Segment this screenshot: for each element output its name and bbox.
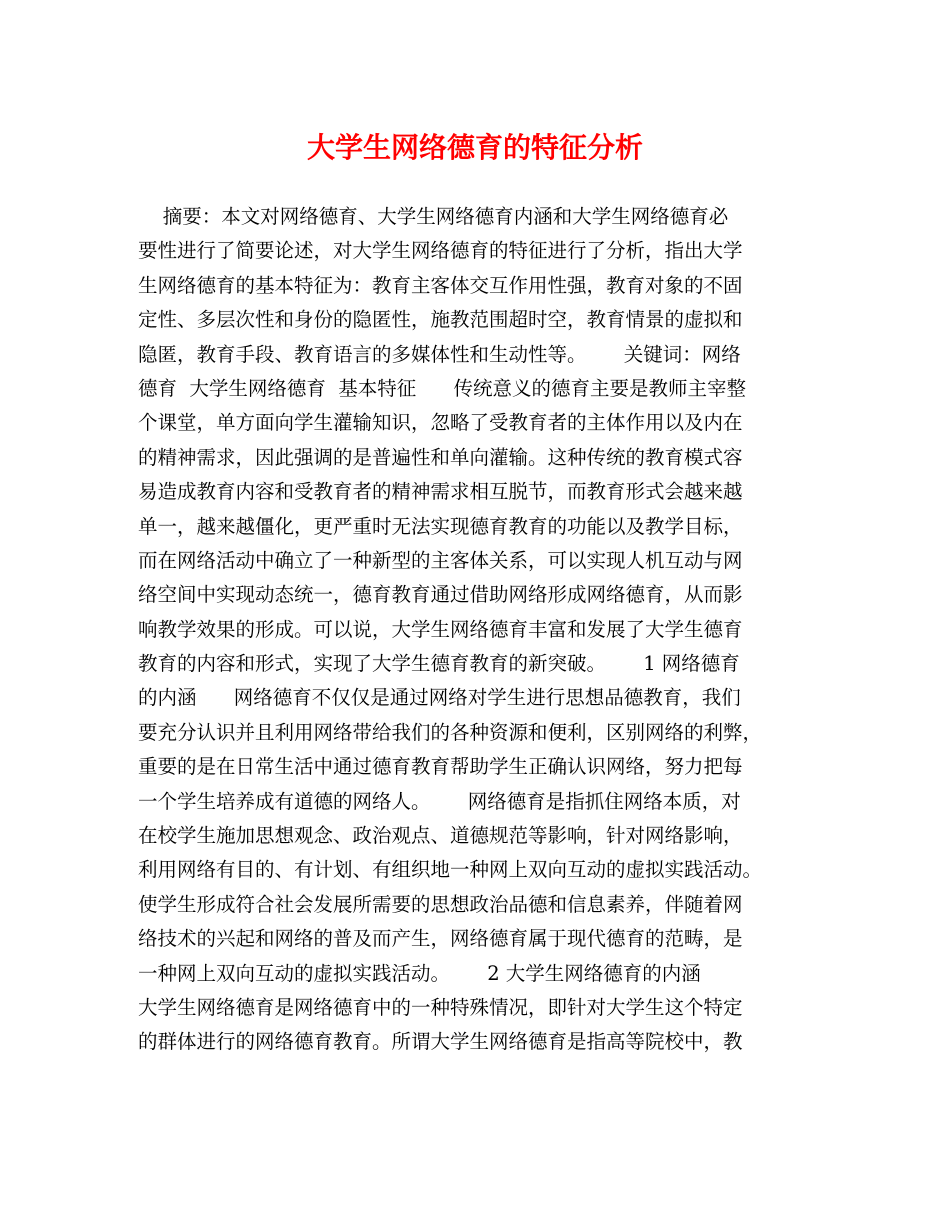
body-text-line: 重要的是在日常生活中通过德育教育帮助学生正确认识网络，努力把每 [138, 755, 743, 779]
document-title: 大学生网络德育的特征分析 [306, 131, 643, 164]
body-text-line: 利用网络有目的、有计划、有组织地一种网上双向互动的虚拟实践活动。 [138, 858, 763, 882]
body-text-line: 生网络德育的基本特征为：教育主客体交互作用性强，教育对象的不固 [138, 273, 743, 297]
body-text-line: 络技术的兴起和网络的普及而产生，网络德育属于现代德育的范畴，是 [138, 927, 743, 951]
body-text-line: 响教学效果的形成。可以说，大学生网络德育丰富和发展了大学生德育 [138, 617, 743, 641]
body-text-line: 的精神需求，因此强调的是普遍性和单向灌输。这种传统的教育模式容 [138, 445, 743, 469]
body-text-line: 络空间中实现动态统一，德育教育通过借助网络形成网络德育，从而影 [138, 583, 743, 607]
body-text-line: 的群体进行的网络德育教育。所谓大学生网络德育是指高等院校中，教 [138, 1030, 743, 1054]
body-text-line: 单一，越来越僵化，更严重时无法实现德育教育的功能以及教学目标， [138, 514, 743, 538]
body-text-line: 在校学生施加思想观念、政治观点、道德规范等影响，针对网络影响， [138, 824, 743, 848]
body-text-line: 的内涵 网络德育不仅仅是通过网络对学生进行思想品德教育，我们 [138, 686, 741, 710]
body-text-line: 教育的内容和形式，实现了大学生德育教育的新突破。 1 网络德育 [138, 652, 740, 676]
body-text-line: 隐匿，教育手段、教育语言的多媒体性和生动性等。 关键词：网络 [138, 342, 741, 366]
body-text-line: 摘要：本文对网络德育、大学生网络德育内涵和大学生网络德育必 [138, 205, 729, 228]
body-text-line: 一个学生培养成有道德的网络人。 网络德育是指抓住网络本质，对 [138, 789, 741, 813]
body-text-line: 而在网络活动中确立了一种新型的主客体关系，可以实现人机互动与网 [138, 548, 743, 572]
body-text-line: 个课堂，单方面向学生灌输知识，忽略了受教育者的主体作用以及内在 [138, 411, 743, 435]
body-text-line: 大学生网络德育是网络德育中的一种特殊情况，即针对大学生这个特定 [138, 995, 743, 1019]
body-text-line: 定性、多层次性和身份的隐匿性，施教范围超时空，教育情景的虚拟和 [138, 308, 743, 332]
body-text-line: 一种网上双向互动的虚拟实践活动。 2 大学生网络德育的内涵 [138, 961, 701, 985]
body-text-line: 要性进行了简要论述，对大学生网络德育的特征进行了分析，指出大学 [138, 239, 743, 263]
body-text-line: 使学生形成符合社会发展所需要的思想政治品德和信息素养，伴随着网 [138, 892, 743, 916]
body-text-line: 德育 大学生网络德育 基本特征 传统意义的德育主要是教师主宰整 [138, 376, 746, 400]
document-body [138, 200, 828, 1060]
body-text-line: 要充分认识并且利用网络带给我们的各种资源和便利，区别网络的利弊， [138, 720, 763, 744]
body-text-line: 易造成教育内容和受教育者的精神需求相互脱节，而教育形式会越来越 [138, 480, 743, 504]
